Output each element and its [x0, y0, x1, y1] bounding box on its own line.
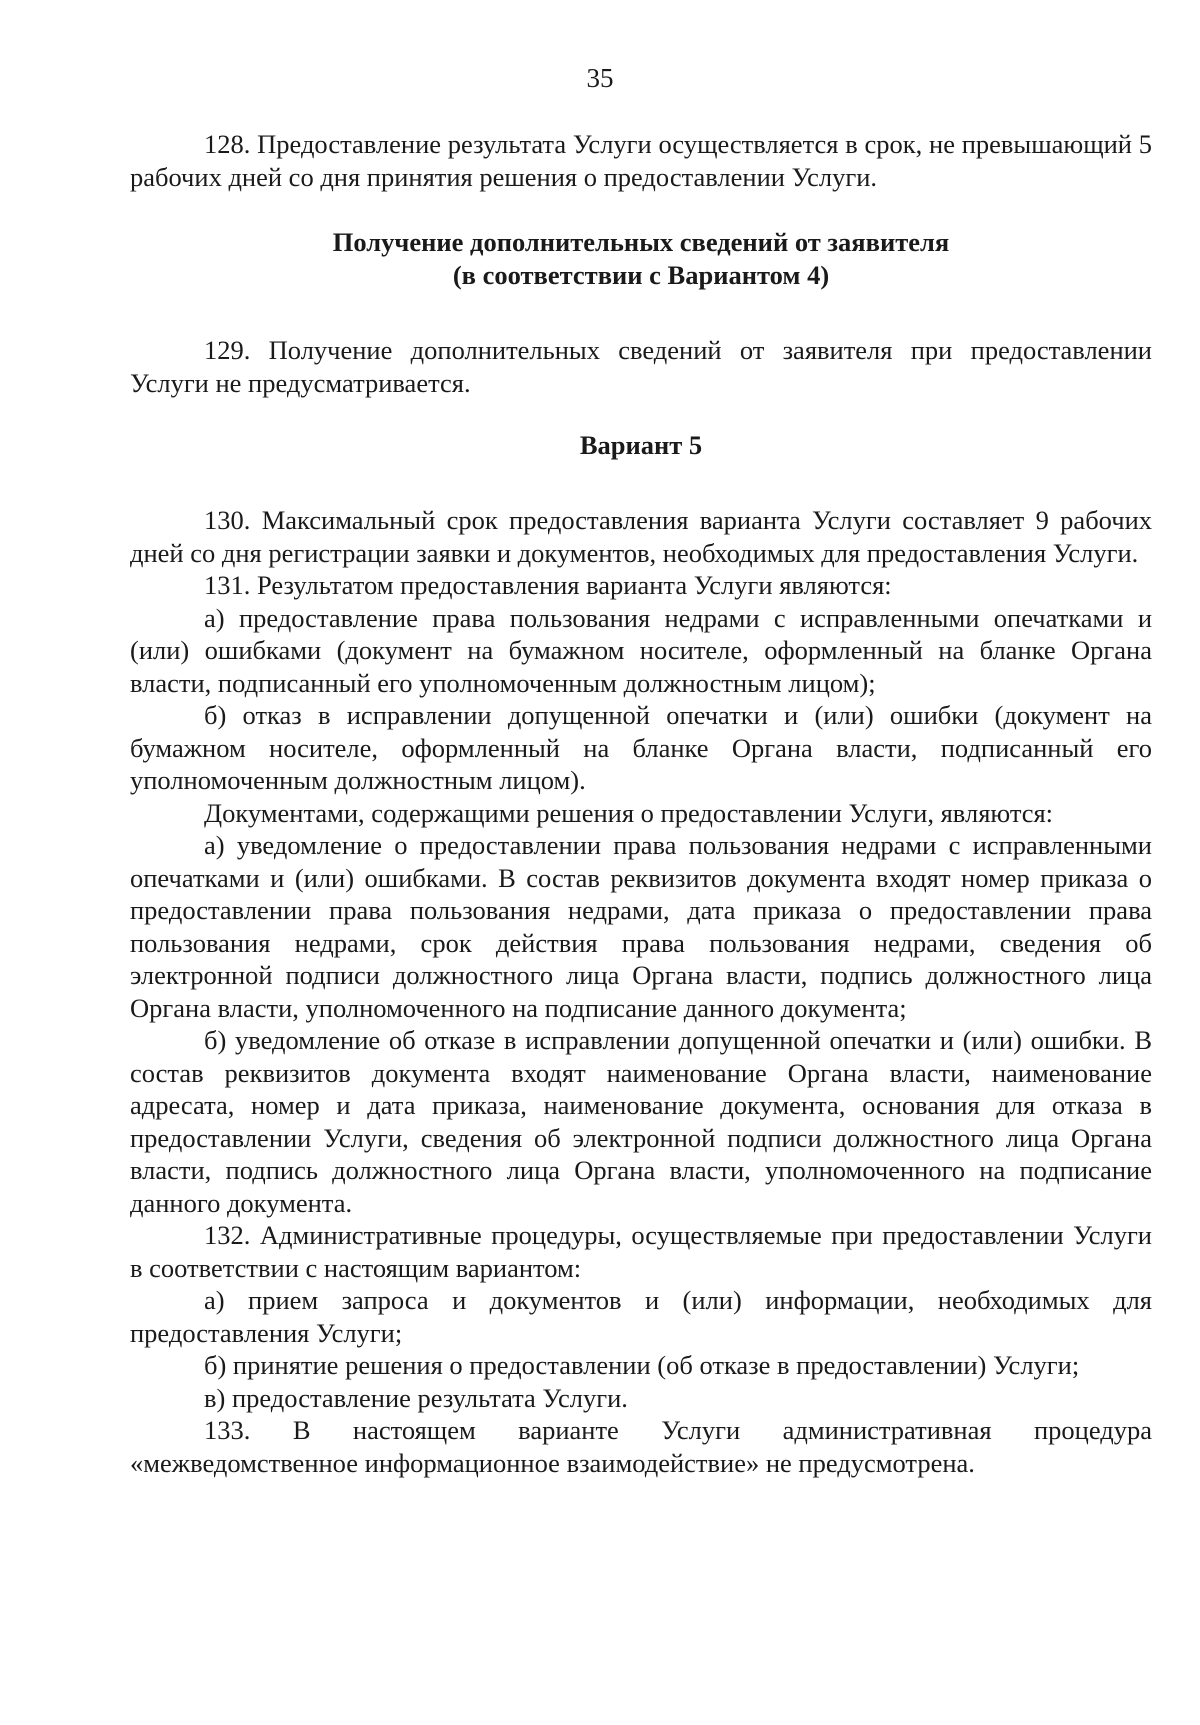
paragraph-133: 133. В настоящем варианте Услуги административная процедура «межведомственное информационное взаимодействие» не предусмотрена. [130, 1415, 1152, 1478]
heading-line-2: (в соответствии с Вариантом 4) [452, 260, 830, 290]
section-heading-variant-5 [130, 429, 1152, 462]
paragraph-documents: Документами, содержащими решения о предоставлении Услуги, являются: [204, 797, 1054, 828]
paragraph-documents-a: а) уведомление о предоставлении права пользования недрами с исправленными опечатками и (или) ошибками. В состав реквизитов документа входят номер приказа о предоставлении права пользования недрами, дата приказа о предоставлении права пользования недрами, срок действия права пользования недрами, сведения об электронной подписи должностного лица Органа власти, подпись должностного лица Органа власти, уполномоченного на подписание данного документа; [130, 830, 1152, 1023]
paragraph-132-c: в) предоставление результата Услуги. [204, 1382, 628, 1413]
document-body [130, 128, 1152, 1479]
heading-line-1: Получение дополнительных сведений от заявителя [332, 227, 950, 257]
paragraph-128: 128. Предоставление результата Услуги осуществляется в срок, не превышающий 5 рабочих дней со дня принятия решения о предоставлении Услуги. [130, 129, 1152, 192]
paragraph-129: 129. Получение дополнительных сведений от заявителя при предоставлении Услуги не предусматривается. [130, 335, 1152, 398]
paragraph-130: 130. Максимальный срок предоставления варианта Услуги составляет 9 рабочих дней со дня регистрации заявки и документов, необходимых для предоставления Услуги. [130, 505, 1152, 568]
section-heading-additional-info [130, 226, 1152, 292]
page-number: 35 [586, 63, 614, 93]
paragraph-131-b: б) отказ в исправлении допущенной опечатки и (или) ошибки (документ на бумажном носителе, оформленный на бланке Органа власти, подписанный его уполномоченным должностным лицом). [130, 700, 1152, 795]
paragraph-132: 132. Административные процедуры, осуществляемые при предоставлении Услуги в соответствии с настоящим вариантом: [130, 1220, 1152, 1283]
paragraph-documents-b: б) уведомление об отказе в исправлении допущенной опечатки и (или) ошибки. В состав реквизитов документа входят наименование Органа власти, наименование адресата, номер и дата приказа, наименование документа, основания для отказа в предоставлении Услуги, сведения об электронной подписи должностного лица Органа власти, подпись должностного лица Органа власти, уполномоченного на подписание данного документа. [130, 1025, 1152, 1218]
heading-variant-5: Вариант 5 [579, 430, 703, 460]
paragraph-132-a: а) прием запроса и документов и (или) информации, необходимых для предоставления Услуги; [130, 1285, 1152, 1348]
paragraph-131: 131. Результатом предоставления варианта Услуги являются: [204, 570, 892, 600]
paragraph-132-b: б) принятие решения о предоставлении (об отказе в предоставлении) Услуги; [204, 1350, 1080, 1380]
paragraph-131-a: а) предоставление права пользования недрами с исправленными опечатками и (или) ошибками (документ на бумажном носителе, оформленный на бланке Органа власти, подписанный его уполномоченным должностным лицом); [130, 602, 1152, 698]
